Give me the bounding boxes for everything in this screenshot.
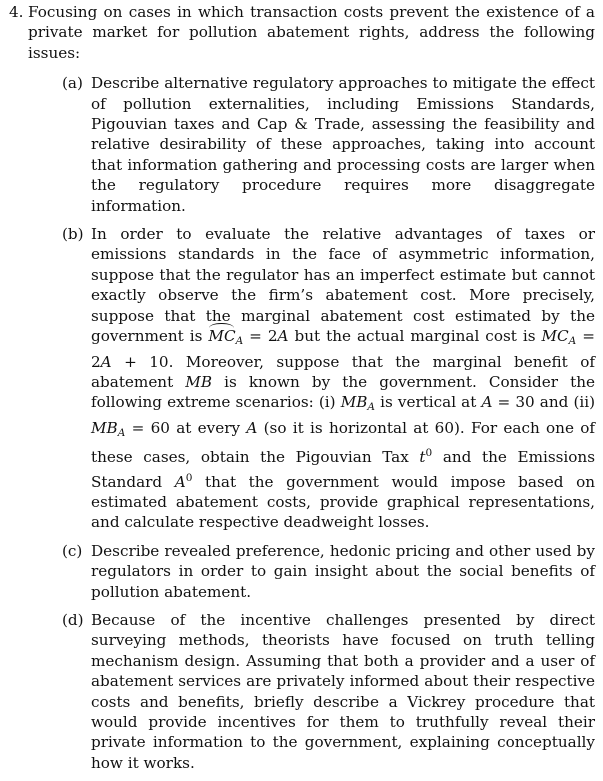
document-page xyxy=(0,2,603,772)
part-b-seg7: that the government would impose based on estimated abatement costs, provide graphical representations, and calculate respective deadweight losses. xyxy=(91,472,596,532)
part-c-text: Describe revealed preference, hedonic pricing and other used by regulators in order to gain insight about the social benefits of pollution abatement. xyxy=(91,541,595,601)
question-body xyxy=(28,2,595,781)
part-d xyxy=(62,610,595,773)
pigouvian-tax-symbol: t xyxy=(419,448,426,467)
question-intro: Focusing on cases in which transaction costs prevent the existence of a private market for pollution abatement rights, address the following issues: xyxy=(28,3,595,62)
emissions-standard-superscript: 0 xyxy=(185,471,193,484)
part-b-text xyxy=(91,224,595,533)
part-b-seg3: is known by the government. Consider the following extreme scenarios: (i) xyxy=(91,372,595,412)
part-d-label: (d) xyxy=(62,610,84,629)
part-b-label: (b) xyxy=(62,225,84,244)
part-b-eq4: = 60 at every xyxy=(125,418,247,437)
estimated-mc-equation: = 2 xyxy=(243,327,278,346)
pigouvian-tax-superscript: 0 xyxy=(425,447,433,460)
estimated-mc-subscript: A xyxy=(235,335,244,348)
estimated-mc-variable: A xyxy=(277,327,289,346)
actual-mc-subscript: A xyxy=(568,335,577,348)
mb-a-symbol-2: MB xyxy=(91,418,118,437)
estimated-mc-symbol: MC xyxy=(208,327,236,346)
a-variable-1: A xyxy=(481,393,493,412)
emissions-standard-symbol: A xyxy=(174,472,186,491)
actual-mc-symbol: MC xyxy=(541,327,569,346)
part-b-seg4: is vertical at xyxy=(375,393,482,412)
part-b-seg5: (so it is horizontal at 60). For each one of these cases, obtain the Pigouvian Tax xyxy=(91,418,596,467)
part-b-seg2: but the actual marginal cost is xyxy=(288,327,542,346)
part-b-plus10: + 10. Moreover, suppose that the marginal benefit of abatement xyxy=(91,352,595,391)
question-parts xyxy=(28,73,595,773)
actual-mc-equation: = 2 xyxy=(91,327,595,371)
question-4 xyxy=(9,2,595,781)
a-variable-2: A xyxy=(246,418,258,437)
part-a xyxy=(62,73,595,216)
mb-a-subscript-1: A xyxy=(367,401,376,414)
part-b xyxy=(62,224,595,533)
part-b-seg1: In order to evaluate the relative advantages of taxes or emissions standards in the face of asymmetric information, suppose that the regulator has an imperfect estimate but cannot exactly observe the firm’s abatement cost. More precisely, suppose that the marginal abatement cost estimated by the government is xyxy=(91,225,595,346)
part-a-label: (a) xyxy=(62,74,83,93)
mb-a-symbol-1: MB xyxy=(340,393,368,412)
part-b-eq3: = 30 and (ii) xyxy=(492,393,596,412)
actual-mc-variable: A xyxy=(100,352,112,371)
question-number: 4. xyxy=(9,3,24,21)
mb-a-subscript-2: A xyxy=(117,426,126,439)
part-a-text: Describe alternative regulatory approaches to mitigate the effect of pollution externalities, including Emissions Standards, Pigouvian taxes and Cap & Trade, assessing the feasibility and relative desirability of these approaches, taking into account that information gathering and processing costs are larger when the regulatory procedure requires more disaggregate information. xyxy=(91,74,595,215)
mb-symbol: MB xyxy=(185,372,213,391)
part-b-seg6: and the Emissions Standard xyxy=(91,448,595,491)
part-d-text: Because of the incentive challenges presented by direct surveying methods, theorists have focused on truth telling mechanism design. Assuming that both a provider and a user of abatement services are privately informed about their respective costs and benefits, briefly describe a Vickrey procedure that would provide incentives for them to truthfully reveal their private information to the government, explaining conceptually how it works. xyxy=(91,610,595,772)
part-c-label: (c) xyxy=(62,541,83,560)
part-c xyxy=(62,541,595,602)
